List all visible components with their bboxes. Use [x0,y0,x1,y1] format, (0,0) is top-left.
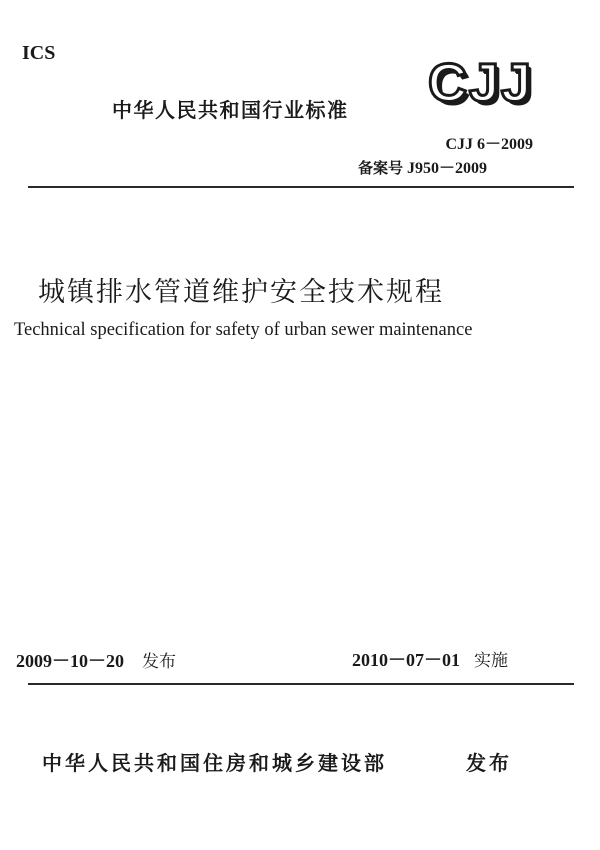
filing-number: J950－2009 [407,160,488,177]
cjj-logo: CJJ [428,53,534,113]
issuing-authority: 中华人民共和国住房和城乡建设部 [42,751,387,775]
filing-label: 备案号 [358,159,404,177]
implementation-date-line [352,646,508,672]
top-divider [28,186,574,188]
implementation-date: 2010－07－01 [352,650,460,670]
issuer-action-label: 发布 [466,751,512,775]
ics-code: ICS [22,42,56,64]
filing-number-line [358,155,487,178]
industry-standard-heading: 中华人民共和国行业标准 [112,98,349,122]
document-title-chinese: 城镇排水管道维护安全技术规程 [38,277,444,308]
bottom-divider [28,683,574,685]
document-title-english: Technical specification for safety of urban sewer maintenance [14,320,473,340]
implementation-label: 实施 [474,651,508,671]
issue-label: 发布 [142,652,176,672]
standard-number: CJJ 6－2009 [445,136,533,153]
issue-date: 2009－10－20 [16,651,124,671]
issue-date-line [16,647,176,673]
